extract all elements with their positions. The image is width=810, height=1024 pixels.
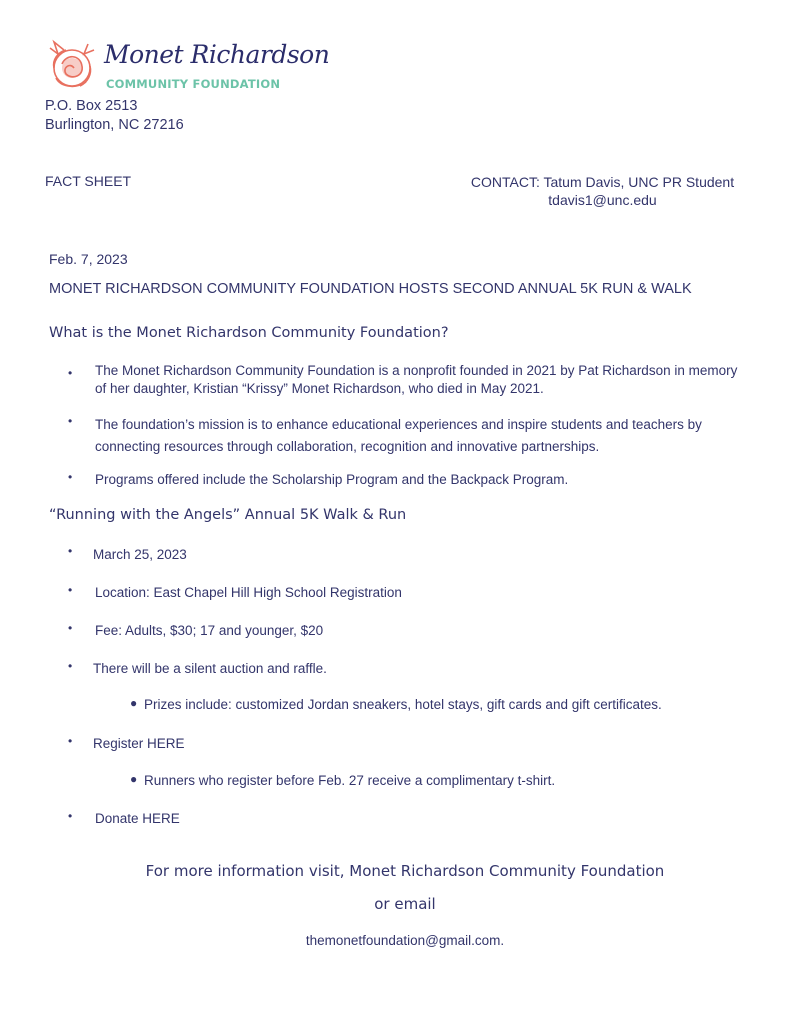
bullet-icon: • [68, 659, 73, 673]
list-item: The Monet Richardson Community Foundation is a nonprofit founded in 2021 by Pat Richardson in memory of her daughter, Kristian “Krissy” Monet Richardson, who died in May 2021. [95, 363, 738, 396]
sub-bullet-icon: ● [130, 696, 138, 710]
list-item: March 25, 2023 [93, 547, 187, 562]
address-line-2: Burlington, NC 27216 [45, 117, 184, 133]
bullet-icon: • [68, 734, 73, 748]
list-item: There will be a silent auction and raffle. [93, 661, 327, 676]
contact-name: CONTACT: Tatum Davis, UNC PR Student [470, 174, 735, 190]
register-link[interactable]: Register HERE [93, 736, 185, 751]
address-line-1: P.O. Box 2513 [45, 98, 138, 114]
logo-subtitle: COMMUNITY FOUNDATION [106, 77, 281, 91]
fact-sheet-label: FACT SHEET [45, 173, 132, 189]
logo-name: Monet Richardson [104, 40, 330, 69]
contact-info [470, 173, 735, 209]
footer-email[interactable]: themonetfoundation@gmail.com. [305, 933, 505, 948]
mailing-address [45, 97, 184, 135]
headline: MONET RICHARDSON COMMUNITY FOUNDATION HOSTS SECOND ANNUAL 5K RUN & WALK [49, 281, 692, 297]
bullet-icon: • [68, 621, 73, 635]
rose-icon [44, 38, 100, 96]
sub-bullet-icon: ● [130, 772, 138, 786]
bullet-icon: • [68, 470, 73, 484]
sub-list-item: Prizes include: customized Jordan sneakers, hotel stays, gift cards and gift certificates. [144, 697, 662, 712]
bullet-icon: • [68, 544, 73, 558]
release-date: Feb. 7, 2023 [49, 251, 128, 267]
list-item: Location: East Chapel Hill High School Registration [95, 585, 402, 600]
bullet-icon: • [68, 809, 73, 823]
contact-email[interactable]: tdavis1@unc.edu [548, 192, 657, 208]
donate-link[interactable]: Donate HERE [95, 811, 180, 826]
bullet-icon: • [68, 366, 73, 380]
sub-list-item: Runners who register before Feb. 27 receive a complimentary t-shirt. [144, 773, 556, 788]
footer-or-email: or email [374, 895, 436, 913]
bullet-icon: • [68, 583, 73, 597]
section-title-about: What is the Monet Richardson Community Foundation? [49, 325, 449, 341]
list-item: The foundation’s mission is to enhance educational experiences and inspire students and teachers by connecting resources through collaboration, recognition and innovative partnerships. [95, 417, 702, 454]
section-title-event: “Running with the Angels” Annual 5K Walk & Run [49, 507, 407, 523]
footer-visit-text[interactable]: For more information visit, Monet Richardson Community Foundation [145, 862, 665, 880]
bullet-icon: • [68, 414, 73, 428]
list-item: Programs offered include the Scholarship Program and the Backpack Program. [95, 472, 569, 487]
foundation-logo [44, 38, 330, 98]
list-item: Fee: Adults, $30; 17 and younger, $20 [95, 623, 324, 638]
